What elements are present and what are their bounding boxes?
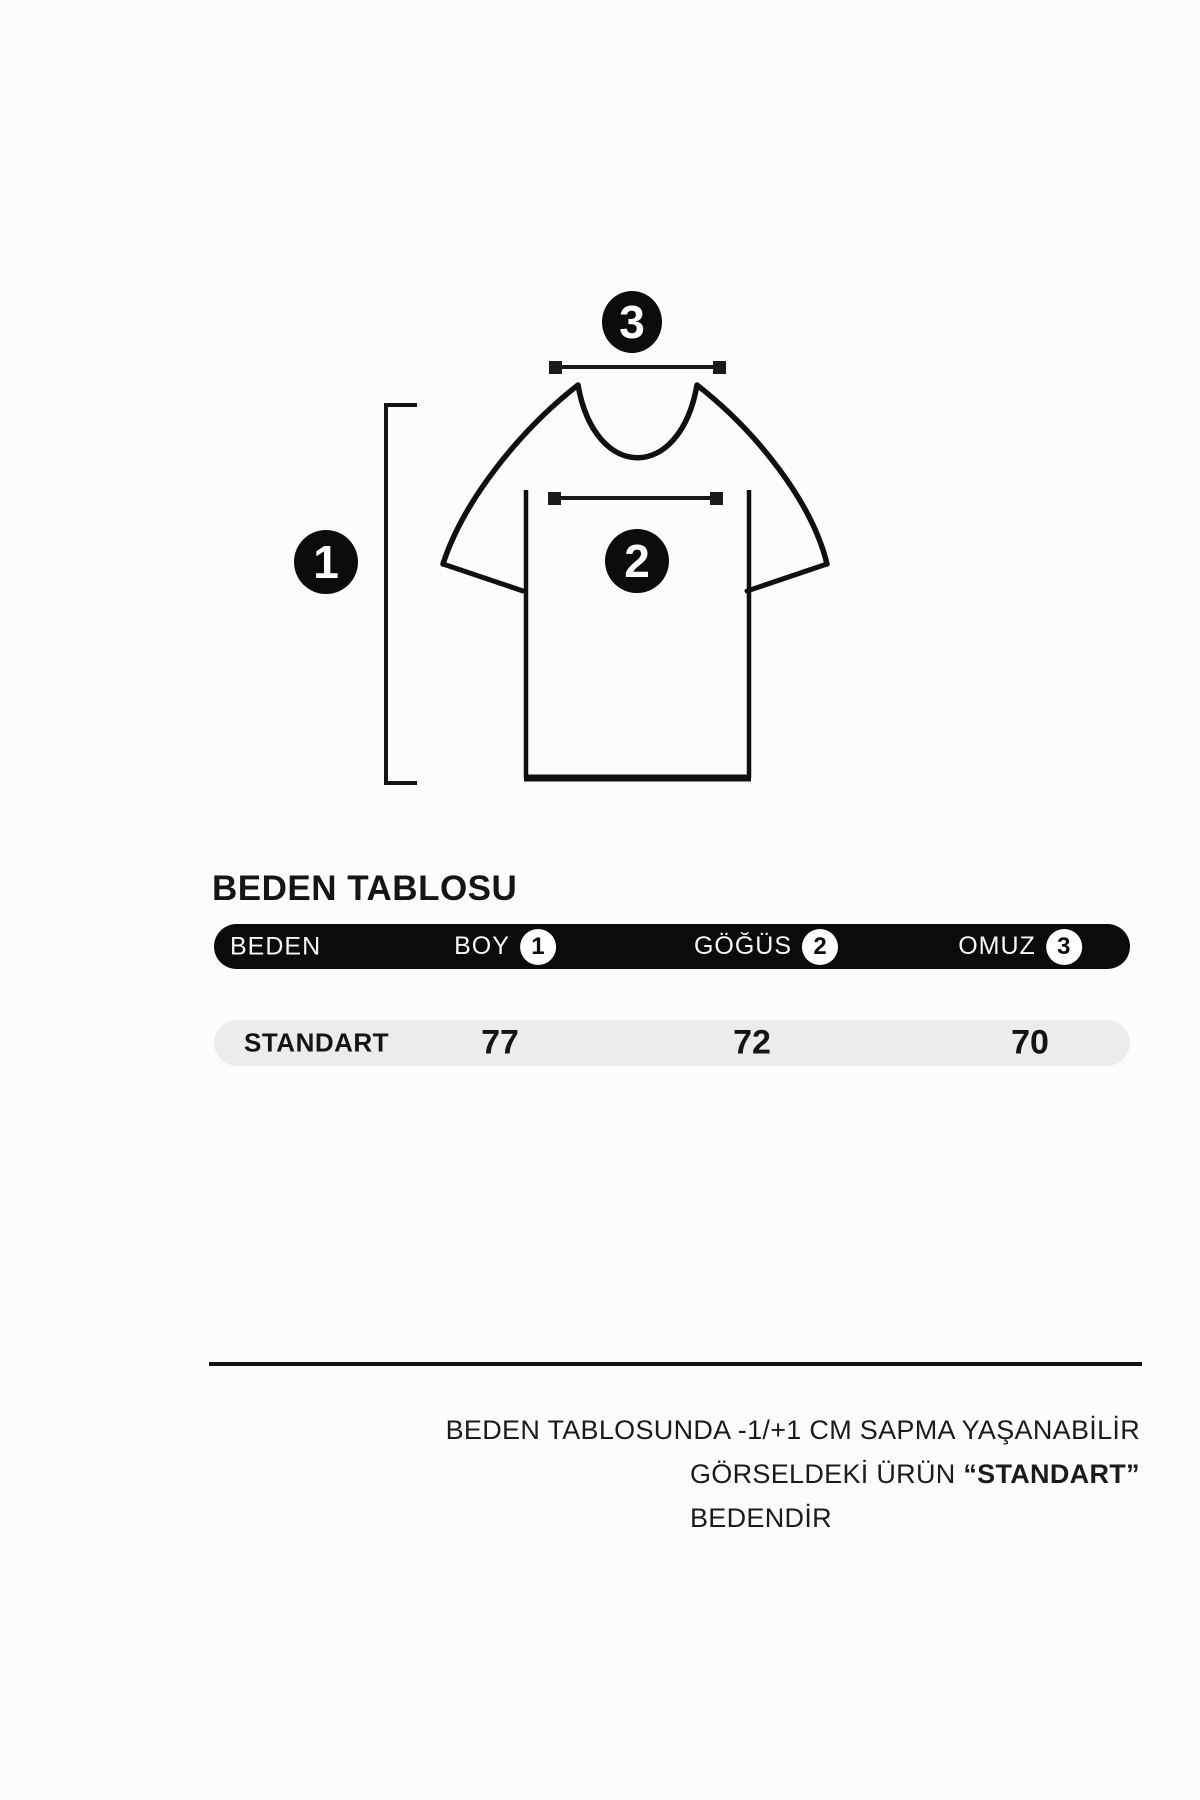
disclaimer-line-1: BEDEN TABLOSUNDA -1/+1 CM SAPMA YAŞANABİLİR	[445, 1415, 1140, 1445]
height-bracket	[386, 405, 417, 783]
shoulder-badge	[602, 291, 662, 353]
shoulder-measure-end-right	[713, 361, 726, 374]
disclaimer-line-2	[690, 1452, 1140, 1496]
size-table-header	[214, 924, 1130, 969]
right-underarm-seam	[747, 564, 827, 591]
header-size-column: BEDEN	[230, 932, 322, 960]
chest-badge	[605, 529, 669, 593]
header-col-boy-label: BOY	[454, 932, 510, 960]
height-badge-number: 1	[313, 536, 339, 588]
size-table-title: BEDEN TABLOSU	[212, 869, 518, 908]
chest-measure-end-left	[548, 492, 561, 505]
header-col-gogus	[694, 929, 838, 965]
row-value-omuz: 70	[1011, 1023, 1049, 1062]
footer-disclaimer	[446, 1408, 1140, 1540]
chest-badge-number: 2	[624, 535, 650, 587]
row-value-gogus: 72	[733, 1023, 771, 1062]
footer-divider	[209, 1362, 1142, 1366]
header-col-gogus-badge: 2	[802, 929, 838, 965]
disclaimer-line-2-bold: “STANDART”	[963, 1459, 1140, 1489]
shoulder-badge-number: 3	[619, 296, 645, 348]
header-col-omuz-badge: 3	[1046, 929, 1082, 965]
disclaimer-line-2-3	[690, 1452, 1140, 1540]
header-col-omuz-label: OMUZ	[958, 932, 1036, 960]
height-badge	[294, 530, 358, 594]
header-col-gogus-label: GÖĞÜS	[693, 932, 793, 960]
tshirt-measurement-diagram	[0, 0, 1200, 850]
header-col-omuz	[958, 929, 1082, 965]
header-col-boy-badge: 1	[520, 929, 556, 965]
disclaimer-line-2-prefix: GÖRSELDEKİ ÜRÜN	[690, 1459, 964, 1489]
header-col-boy	[454, 929, 556, 965]
row-size-label: STANDART	[244, 1027, 390, 1058]
disclaimer-line-3: BEDENDİR	[690, 1503, 832, 1533]
row-value-boy: 77	[481, 1023, 519, 1062]
size-table-row-standart	[214, 1020, 1130, 1066]
shoulder-measure-end-left	[549, 361, 562, 374]
chest-measure-end-right	[710, 492, 723, 505]
left-underarm-seam	[443, 564, 523, 591]
